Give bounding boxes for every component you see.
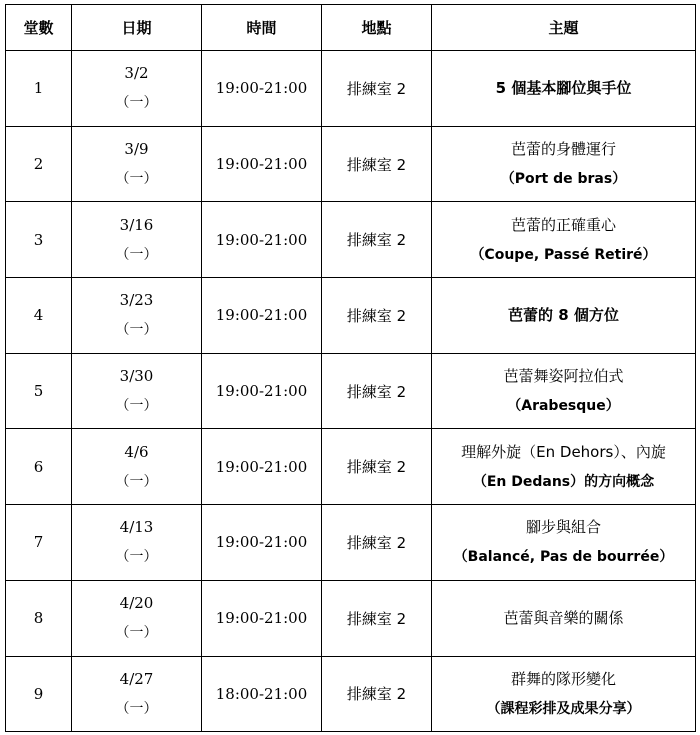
- location-cell: [322, 429, 432, 505]
- topic-title: 腳步與組合: [525, 518, 601, 537]
- date-value: 4/6: [124, 442, 149, 461]
- date-value: 3/16: [119, 215, 154, 234]
- topic-cell: [432, 51, 696, 127]
- location-value: 排練室 2: [346, 685, 407, 704]
- table-row: [6, 126, 696, 202]
- session-number: 5: [33, 382, 44, 401]
- weekday-value: （一）: [115, 625, 158, 642]
- location-cell: [322, 51, 432, 127]
- topic-subtitle: （Port de bras）: [500, 171, 627, 188]
- time-cell: [202, 126, 322, 202]
- table-row: [6, 656, 696, 732]
- time-value: 19:00-21:00: [215, 230, 308, 249]
- topic-subtitle: （課程彩排及成果分享）: [486, 700, 641, 717]
- date-value: 3/9: [124, 140, 149, 159]
- date-cell: [72, 505, 202, 581]
- header-time: 時間: [202, 5, 322, 51]
- time-cell: [202, 278, 322, 354]
- location-value: 排練室 2: [346, 231, 407, 250]
- topic-title: 群舞的隊形變化: [510, 669, 616, 688]
- time-value: 19:00-21:00: [215, 155, 308, 174]
- header-topic: 主題: [432, 5, 696, 51]
- time-cell: [202, 656, 322, 732]
- time-value: 19:00-21:00: [215, 79, 308, 98]
- date-cell: [72, 278, 202, 354]
- weekday-value: （一）: [115, 322, 158, 339]
- location-value: 排練室 2: [346, 155, 407, 174]
- topic-title: 芭蕾的身體運行: [510, 140, 616, 159]
- time-value: 19:00-21:00: [215, 306, 308, 325]
- weekday-value: （一）: [115, 700, 158, 717]
- topic-subtitle: （Coupe, Passé Retiré）: [470, 246, 657, 263]
- session-cell: [6, 353, 72, 429]
- time-value: 19:00-21:00: [215, 457, 308, 476]
- time-value: 18:00-21:00: [215, 684, 308, 703]
- course-schedule-table: [5, 4, 696, 732]
- location-cell: [322, 202, 432, 278]
- time-cell: [202, 202, 322, 278]
- session-number: 8: [33, 609, 44, 628]
- location-value: 排練室 2: [346, 306, 407, 325]
- weekday-value: （一）: [115, 171, 158, 188]
- time-cell: [202, 51, 322, 127]
- date-value: 3/23: [119, 291, 154, 310]
- location-cell: [322, 505, 432, 581]
- table-row: [6, 429, 696, 505]
- topic-title: 芭蕾舞姿阿拉伯式: [503, 367, 624, 386]
- topic-cell: [432, 202, 696, 278]
- time-cell: [202, 505, 322, 581]
- topic-cell: [432, 278, 696, 354]
- session-cell: [6, 278, 72, 354]
- date-value: 3/30: [119, 367, 154, 386]
- topic-title: 芭蕾的正確重心: [510, 215, 616, 234]
- weekday-value: （一）: [115, 473, 158, 490]
- location-value: 排練室 2: [346, 382, 407, 401]
- table-row: [6, 505, 696, 581]
- date-value: 4/13: [119, 518, 154, 537]
- date-cell: [72, 353, 202, 429]
- table-row: [6, 580, 696, 656]
- date-value: 4/27: [119, 669, 154, 688]
- topic-title: 芭蕾的 8 個方位: [508, 306, 619, 325]
- date-cell: [72, 51, 202, 127]
- session-cell: [6, 126, 72, 202]
- header-date: 日期: [72, 5, 202, 51]
- topic-cell: [432, 126, 696, 202]
- table-row: [6, 278, 696, 354]
- session-cell: [6, 505, 72, 581]
- time-value: 19:00-21:00: [215, 382, 308, 401]
- topic-cell: [432, 580, 696, 656]
- weekday-value: （一）: [115, 95, 158, 112]
- date-cell: [72, 126, 202, 202]
- header-row: [6, 5, 696, 51]
- topic-subtitle: （En Dedans）的方向概念: [472, 473, 655, 490]
- session-number: 4: [33, 306, 44, 325]
- session-number: 3: [33, 230, 44, 249]
- topic-cell: [432, 656, 696, 732]
- location-cell: [322, 353, 432, 429]
- location-value: 排練室 2: [346, 609, 407, 628]
- location-cell: [322, 278, 432, 354]
- topic-title: 理解外旋（En Dehors）、內旋: [461, 442, 666, 461]
- session-cell: [6, 202, 72, 278]
- time-cell: [202, 580, 322, 656]
- session-cell: [6, 580, 72, 656]
- time-cell: [202, 429, 322, 505]
- topic-cell: [432, 429, 696, 505]
- topic-title: 5 個基本腳位與手位: [495, 79, 632, 98]
- session-number: 2: [33, 155, 44, 174]
- session-cell: [6, 51, 72, 127]
- date-value: 4/20: [119, 594, 154, 613]
- table-row: [6, 202, 696, 278]
- location-cell: [322, 580, 432, 656]
- weekday-value: （一）: [115, 549, 158, 566]
- time-cell: [202, 353, 322, 429]
- table-header: [6, 5, 696, 51]
- session-number: 7: [33, 533, 44, 552]
- topic-cell: [432, 353, 696, 429]
- topic-subtitle: （Arabesque）: [507, 398, 620, 415]
- location-value: 排練室 2: [346, 458, 407, 477]
- weekday-value: （一）: [115, 246, 158, 263]
- time-value: 19:00-21:00: [215, 609, 308, 628]
- header-location: 地點: [322, 5, 432, 51]
- date-cell: [72, 429, 202, 505]
- time-value: 19:00-21:00: [215, 533, 308, 552]
- date-cell: [72, 202, 202, 278]
- topic-cell: [432, 505, 696, 581]
- date-cell: [72, 656, 202, 732]
- location-cell: [322, 126, 432, 202]
- session-number: 1: [33, 79, 44, 98]
- table-row: [6, 51, 696, 127]
- date-value: 3/2: [124, 64, 149, 83]
- session-cell: [6, 656, 72, 732]
- location-value: 排練室 2: [346, 533, 407, 552]
- date-cell: [72, 580, 202, 656]
- table-row: [6, 353, 696, 429]
- location-value: 排練室 2: [346, 79, 407, 98]
- table-body: [6, 51, 696, 732]
- session-cell: [6, 429, 72, 505]
- topic-subtitle: （Balancé, Pas de bourrée）: [453, 549, 674, 566]
- weekday-value: （一）: [115, 398, 158, 415]
- header-session: 堂數: [6, 5, 72, 51]
- session-number: 9: [33, 684, 44, 703]
- location-cell: [322, 656, 432, 732]
- session-number: 6: [33, 457, 44, 476]
- topic-title: 芭蕾與音樂的關係: [503, 609, 624, 628]
